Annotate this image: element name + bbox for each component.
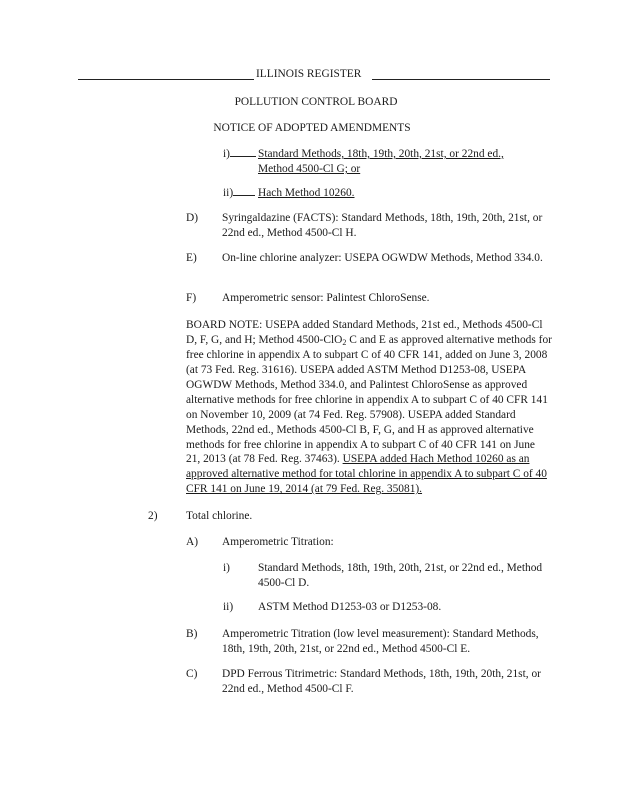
notice-title: NOTICE OF ADOPTED AMENDMENTS bbox=[213, 122, 411, 134]
item-a-text: Amperometric Titration: bbox=[222, 536, 334, 548]
item-d-text: Syringaldazine (FACTS): Standard Methods, 18th, 19th, 20th, 21st, or 22nd ed., Method 4500-Cl H. bbox=[222, 212, 543, 240]
section-2-number: 2) bbox=[148, 510, 158, 522]
item-c-ii-number: ii) bbox=[223, 186, 257, 201]
register-title: ILLINOIS REGISTER bbox=[256, 68, 362, 80]
item-c-i-number: i) bbox=[223, 147, 258, 162]
item-a-i-text: Standard Methods, 18th, 19th, 20th, 21st, or 22nd ed., Method 4500-Cl D. bbox=[258, 562, 543, 590]
item-a-ii-text: ASTM Method D1253-03 or D1253-08. bbox=[258, 601, 442, 613]
item-b-text: Amperometric Titration (low level measurement): Standard Methods, 18th, 19th, 20th, 21st, or 22nd ed., Method 4500-Cl E. bbox=[222, 628, 539, 656]
section-2-title: Total chlorine. bbox=[186, 510, 253, 522]
item-f-number: F) bbox=[186, 292, 197, 304]
item-b-number: B) bbox=[186, 628, 198, 640]
item-a-ii-number: ii) bbox=[223, 601, 234, 613]
item-a-number: A) bbox=[186, 536, 199, 548]
item-c-text: DPD Ferrous Titrimetric: Standard Methods, 18th, 19th, 20th, 21st, or 22nd ed., Method 4500-Cl F. bbox=[222, 668, 541, 696]
item-e-text: On-line chlorine analyzer: USEPA OGWDW Methods, Method 334.0. bbox=[222, 252, 543, 264]
agency-title: POLLUTION CONTROL BOARD bbox=[234, 96, 398, 108]
board-note: BOARD NOTE: USEPA added Standard Methods, 21st ed., Methods 4500-Cl D, F, G, and H; Method 4500-ClO$_2$ C and E as approved alternative methods for free chlorine in appendix A to subpart C of 40 CFR 141, added on June 3, 2008 (at 73 Fed. Reg. 31616). USEPA added ASTM Method D1253-08, USEPA OGWDW Methods, Method 334.0, and Palintest ChloroSense as approved alternative methods for free chlorine in appendix A to subpart C of 40 CFR 141 on November 10, 2009 (at 74 Fed. Reg. 57908). USEPA added Standard Methods, 22nd ed., Methods 4500-Cl B, F, G, and H as approved alternative methods for free chlorine in appendix A to subpart C of 40 CFR 141 on June 21, 2013 (at 78 Fed. Reg. 37463). USEPA added Hach Method 10260 as an approved alternative method for total chlorine in appendix A to subpart C of 40 CFR 141 on June 19, 2014 (at 79 Fed. Reg. 35081). bbox=[186, 319, 552, 496]
item-d-number: D) bbox=[186, 212, 199, 224]
item-c-i-text: Standard Methods, 18th, 19th, 20th, 21st, or 22nd ed., Method 4500-Cl G; or bbox=[258, 148, 504, 176]
item-c-number: C) bbox=[186, 668, 198, 680]
item-a-i-number: i) bbox=[223, 562, 230, 574]
header-rule-left bbox=[78, 79, 254, 80]
item-c-ii-text: Hach Method 10260. bbox=[258, 187, 355, 199]
item-e-number: E) bbox=[186, 252, 197, 264]
header-rule-right bbox=[372, 79, 550, 80]
item-f-text: Amperometric sensor: Palintest ChloroSense. bbox=[222, 292, 430, 304]
